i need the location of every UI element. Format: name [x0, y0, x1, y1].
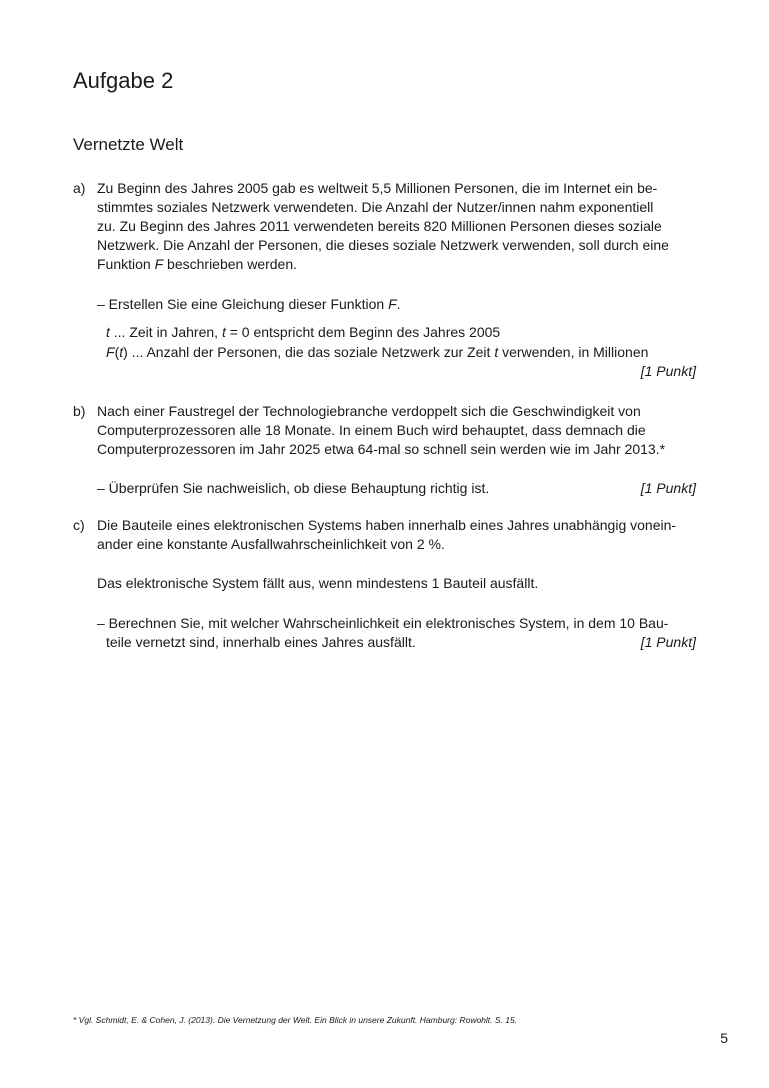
page-title: Aufgabe 2 [73, 68, 174, 93]
part-b-points: [1 Punkt] [640, 480, 696, 496]
part-a-text-line: Netzwerk. Die Anzahl der Personen, die dieses soziale Netzwerk verwenden, soll durch eine [97, 237, 669, 253]
part-a-text-line: Zu Beginn des Jahres 2005 gab es weltweit 5,5 Millionen Personen, die im Internet ein be- [97, 180, 658, 196]
part-b-task: – Überprüfen Sie nachweislich, ob diese Behauptung richtig ist. [97, 480, 490, 496]
part-b-text-line: Computerprozessoren alle 18 Monate. In einem Buch wird behauptet, dass demnach die [97, 422, 646, 438]
part-c-text-line: Die Bauteile eines elektronischen Systems haben innerhalb eines Jahres unabhängig vonein- [97, 517, 677, 533]
part-a-task: – Erstellen Sie eine Gleichung dieser Funktion F. [97, 296, 401, 312]
part-a-text-line: zu. Zu Beginn des Jahres 2011 verwendeten bereits 820 Millionen Personen dieses soziale [97, 218, 662, 234]
part-a-text-line: Funktion F beschrieben werden. [97, 256, 298, 272]
part-a-label: a) [73, 180, 86, 196]
section-title: Vernetzte Welt [73, 135, 184, 154]
part-c-label: c) [73, 517, 85, 533]
part-a-points: [1 Punkt] [640, 363, 696, 379]
part-c-info: Das elektronische System fällt aus, wenn mindestens 1 Bauteil ausfällt. [97, 575, 539, 591]
part-c-task-line: teile vernetzt sind, innerhalb eines Jahres ausfällt. [106, 634, 416, 650]
part-b-label: b) [73, 403, 86, 419]
part-b-text-line: Nach einer Faustregel der Technologiebranche verdoppelt sich die Geschwindigkeit von [97, 403, 641, 419]
part-a-definition-t: t ... Zeit in Jahren, t = 0 entspricht dem Beginn des Jahres 2005 [106, 324, 501, 340]
part-c-points: [1 Punkt] [640, 634, 696, 650]
part-b-text-line: Computerprozessoren im Jahr 2025 etwa 64-mal so schnell sein werden wie im Jahr 2013.* [97, 441, 666, 457]
footnote: * Vgl. Schmidt, E. & Cohen, J. (2013). Die Vernetzung der Welt. Ein Blick in unsere Zukunft. Hamburg: Rowohlt. S. 15. [73, 1015, 518, 1025]
part-c-text-line: ander eine konstante Ausfallwahrscheinlichkeit von 2 %. [97, 536, 445, 552]
part-a-text-line: stimmtes soziales Netzwerk verwendeten. Die Anzahl der Nutzer/innen nahm exponentiell [97, 199, 654, 215]
page-number: 5 [720, 1030, 728, 1046]
part-a-definition-f: F(t) ... Anzahl der Personen, die das soziale Netzwerk zur Zeit t verwenden, in Millionen [106, 344, 649, 360]
part-c-task-line: – Berechnen Sie, mit welcher Wahrscheinlichkeit ein elektronisches System, in dem 10 Bau- [97, 615, 669, 631]
